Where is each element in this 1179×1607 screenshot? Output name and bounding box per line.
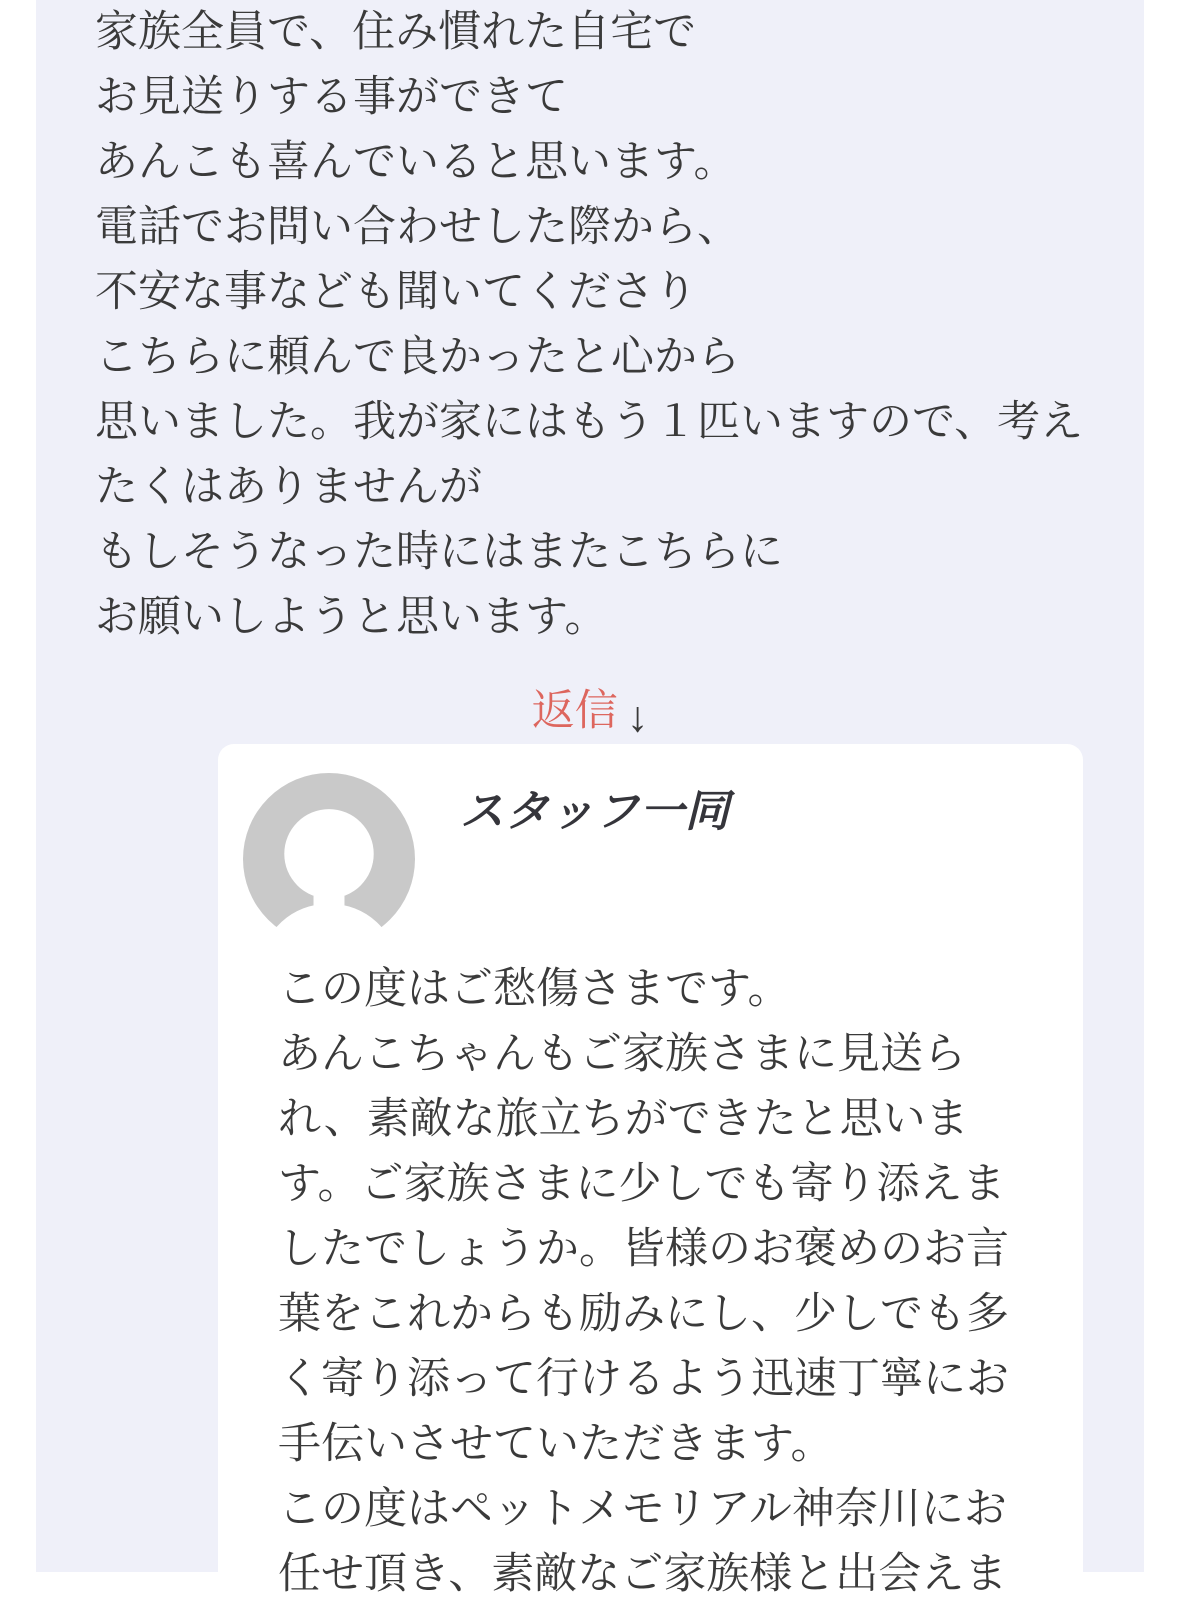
review-line: 思いました。我が家にはもう１匹いますので、考え: [95, 398, 1084, 446]
review-line: 家族全員で、住み慣れた自宅で: [95, 8, 697, 56]
customer-review-body: [36, 0, 1144, 650]
reply-line: この度はペットメモリアル神奈川にお: [278, 1485, 1007, 1533]
reply-line: したでしょうか。皆様のお褒めのお言: [278, 1225, 1009, 1273]
reply-line: 手伝いさせていただきます。: [278, 1420, 834, 1468]
reply-line: す。ご家族さまに少しでも寄り添えま: [278, 1160, 1006, 1208]
reply-line: この度はご愁傷さまです。: [278, 965, 791, 1013]
reply-line: 任せ頂き、素敵なご家族様と出会えま: [278, 1550, 1008, 1598]
review-line: お見送りする事ができて: [95, 73, 568, 121]
reply-link[interactable]: 返信: [531, 687, 618, 735]
reply-line: 葉をこれからも励みにし、少しでも多: [278, 1290, 1009, 1338]
reply-link-row: [36, 679, 1144, 744]
review-line: たくはありませんが: [95, 463, 482, 511]
review-line: 電話でお問い合わせした際から、: [95, 203, 740, 251]
review-thread-panel: [36, 0, 1144, 1598]
review-line: もしそうなった時にはまたこちらに: [95, 528, 783, 576]
reply-line: れ、素敵な旅立ちができたと思いま: [278, 1095, 969, 1143]
staff-reply-body: [218, 957, 1083, 1607]
review-line: お願いしようと思います。: [95, 593, 608, 641]
reply-line: く寄り添って行けるよう迅速丁寧にお: [278, 1355, 1009, 1403]
reply-author-name: スタッフ一同: [460, 787, 730, 836]
down-arrow-icon: ↓: [626, 693, 649, 741]
person-avatar-icon: [243, 773, 415, 945]
review-line: こちらに頼んで良かったと心から: [95, 333, 740, 381]
reply-header: [218, 773, 1083, 945]
staff-reply-card: [218, 744, 1083, 1607]
reply-line: あんこちゃんもご家族さまに見送ら: [278, 1030, 966, 1078]
review-line: あんこも喜んでいると思います。: [95, 138, 737, 186]
review-line: 不安な事なども聞いてくださり: [95, 268, 697, 316]
